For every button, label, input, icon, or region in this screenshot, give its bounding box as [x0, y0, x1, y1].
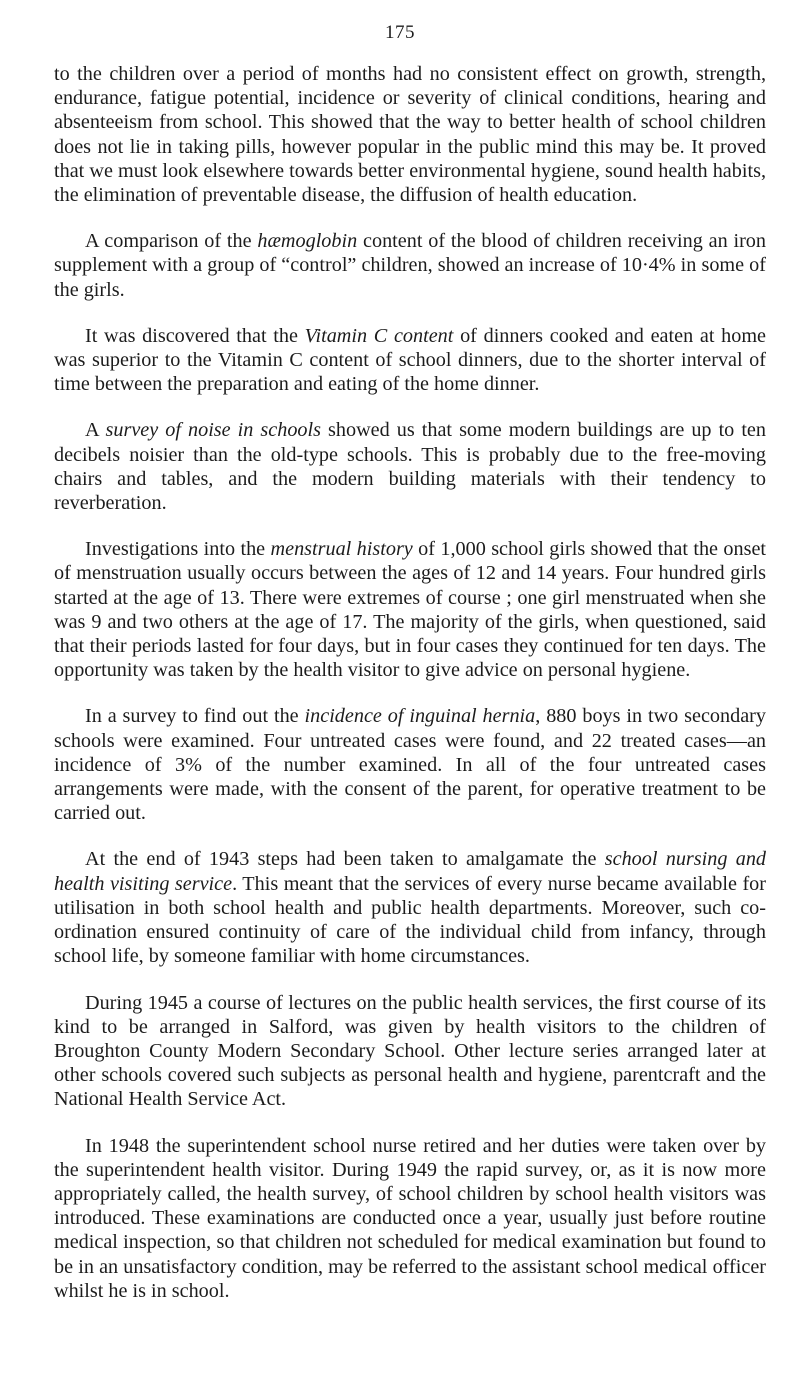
text-run: of 1,000 school girls showed that the onset of menstruation usually occurs between the ages of 12 and 14 years. Four hundred girls started at the age of 13. There were extremes of course ; one girl menstruated when she was 9 and two others at the age of 17. The majority of the girls, when questioned, said that their periods lasted for four days, but in four cases they continued for ten days. The opportunity was taken by the health visitor to give advice on personal hygiene. [54, 538, 767, 682]
italic-phrase: incidence of inguinal hernia [304, 705, 536, 728]
text-run: In a survey to find out the [85, 705, 305, 728]
text-run: content of the blood of children receiving an iron supplement with a group of “control” children, showed an increase of 10·4% in some of the girls. [54, 230, 766, 301]
italic-phrase: Vitamin C content [304, 324, 454, 347]
paragraph [54, 537, 766, 682]
paragraph [54, 418, 766, 515]
paragraph [54, 324, 766, 397]
text-run: Investigations into the [85, 538, 271, 561]
page-number: 175 [385, 22, 415, 43]
text-run: A comparison of the [85, 230, 258, 253]
text-run: It was discovered that the [85, 324, 305, 347]
text-run: . This meant that the services of every nurse became available for utilisation in both school health and public health departments. Moreover, such co-ordination ensured continuity of care of the individual child from infancy, through school life, by someone familiar with home circumstances. [54, 872, 766, 968]
text-run: During 1945 a course of lectures on the public health services, the first course of its kind to be arranged in Salford, was given by health visitors to the children of Broughton County Modern Secondary School. Other lecture series arranged later at other schools covered such subjects as personal health and hygiene, parentcraft and the National Health Service Act. [54, 991, 766, 1111]
text-run: of dinners cooked and eaten at home was superior to the Vitamin C content of school dinners, due to the shorter interval of time between the preparation and eating of the home dinner. [54, 324, 767, 396]
italic-phrase: hæmoglobin [257, 230, 358, 253]
paragraph [54, 229, 766, 302]
paragraph [54, 1134, 766, 1303]
paragraph [54, 991, 766, 1112]
paragraph [54, 704, 766, 825]
text-run: showed us that some modern buildings are up to ten decibels noisier than the old-type schools. This is probably due to the free-moving chairs and tables, and the modern building materials with their tendency to reverberation. [54, 419, 766, 515]
text-run: At the end of 1943 steps had been taken to amalgamate the [85, 848, 605, 871]
italic-phrase: survey of noise in schools [105, 419, 321, 442]
italic-phrase: menstrual history [270, 538, 413, 561]
paragraph [54, 847, 766, 968]
text-run: In 1948 the superintendent school nurse retired and her duties were taken over by the superintendent health visitor. During 1949 the rapid survey, or, as it is now more appropriately called, the health survey, of school children by school health visitors was introduced. These examinations are conducted once a year, usually just before routine medical inspection, so that children not scheduled for medical examination but found to be in an unsatisfactory condition, may be referred to the assistant school medical officer whilst he is in school. [54, 1134, 766, 1302]
text-run: , 880 boys in two secondary schools were examined. Four untreated cases were found, and 22 treated cases—an incidence of 3% of the number examined. In all of the four untreated cases arrangements were made, with the consent of the parent, for operative treatment to be carried out. [54, 705, 766, 825]
paragraph [54, 62, 766, 207]
text-run: to the children over a period of months had no consistent effect on growth, strength, endurance, fatigue potential, incidence or severity of clinical conditions, hearing and absenteeism from school. This showed that the way to better health of school children does not lie in taking pills, however popular in the public mind this may be. It proved that we must look elsewhere towards better environmental hygiene, sound health habits, the elimination of preventable disease, the diffusion of health education. [54, 63, 766, 207]
text-run: A [85, 419, 106, 442]
italic-phrase: school nursing and health visiting service [54, 848, 767, 895]
body-text [54, 62, 766, 1303]
